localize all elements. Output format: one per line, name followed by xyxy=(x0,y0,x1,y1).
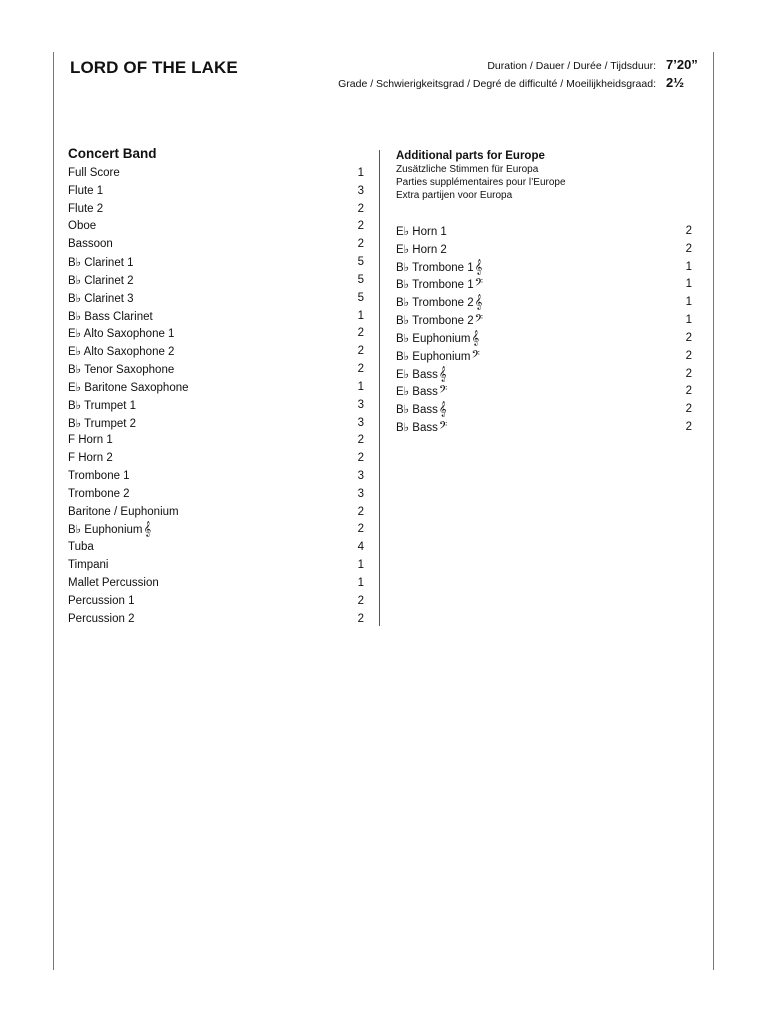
part-count: 2 xyxy=(357,345,364,358)
part-count: 2 xyxy=(685,367,692,380)
part-row xyxy=(68,396,364,414)
part-name: B♭ Euphonium xyxy=(396,350,471,363)
part-name: Percussion 1 xyxy=(68,594,135,607)
part-name-cell xyxy=(396,402,447,416)
part-name: B♭ Euphonium xyxy=(396,332,471,345)
part-row xyxy=(396,240,692,258)
part-name: F Horn 2 xyxy=(68,452,113,465)
part-row xyxy=(68,574,364,592)
part-name-cell xyxy=(396,277,483,291)
part-count: 2 xyxy=(357,612,364,625)
part-row xyxy=(68,289,364,307)
part-name-cell xyxy=(68,488,130,500)
part-row xyxy=(68,217,364,235)
part-name-cell xyxy=(396,295,482,309)
part-row xyxy=(68,610,364,628)
part-row xyxy=(396,293,692,311)
part-name: Trombone 1 xyxy=(68,469,130,482)
concert-band-parts-list xyxy=(68,164,364,628)
bass-clef-icon: 𝄢 xyxy=(438,420,448,436)
part-name-cell xyxy=(68,470,130,482)
part-name: B♭ Clarinet 2 xyxy=(68,274,134,287)
part-name-cell xyxy=(396,367,447,381)
part-row xyxy=(396,222,692,240)
part-name-cell xyxy=(68,434,113,446)
part-row xyxy=(68,324,364,342)
europe-parts-heading: Additional parts for Europe xyxy=(396,150,545,162)
part-count: 2 xyxy=(685,385,692,398)
part-name: Full Score xyxy=(68,166,120,179)
part-count: 3 xyxy=(357,487,364,500)
part-name: B♭ Trombone 2 xyxy=(396,297,474,310)
part-count: 2 xyxy=(357,594,364,607)
part-count: 5 xyxy=(357,291,364,304)
part-row xyxy=(396,347,692,365)
treble-clef-icon: 𝄞 xyxy=(474,295,483,311)
part-name-cell xyxy=(396,313,483,327)
grade-label: Grade / Schwierigkeitsgrad / Degré de difficulté / Moeilijkheidsgraad: xyxy=(338,78,656,90)
part-count: 2 xyxy=(357,238,364,251)
bass-clef-icon: 𝄢 xyxy=(438,384,448,400)
part-name-cell xyxy=(68,309,153,323)
part-count: 2 xyxy=(685,224,692,237)
part-name-cell xyxy=(68,577,159,589)
part-row xyxy=(68,182,364,200)
part-count: 3 xyxy=(357,184,364,197)
part-name: B♭ Bass Clarinet xyxy=(68,310,153,323)
part-row xyxy=(68,342,364,360)
part-name-cell xyxy=(68,522,151,536)
part-name: Tuba xyxy=(68,541,94,554)
part-name: F Horn 1 xyxy=(68,434,113,447)
part-count: 1 xyxy=(357,309,364,322)
europe-subtitle-dutch: Extra partijen voor Europa xyxy=(396,190,513,201)
part-name: B♭ Trumpet 2 xyxy=(68,417,137,430)
part-name-cell xyxy=(68,541,94,553)
part-row xyxy=(396,382,692,400)
part-name-cell xyxy=(396,349,480,363)
part-count: 2 xyxy=(357,523,364,536)
part-name: B♭ Euphonium xyxy=(68,524,143,537)
part-count: 5 xyxy=(357,273,364,286)
part-count: 2 xyxy=(685,421,692,434)
part-row xyxy=(396,418,692,436)
part-name: E♭ Horn 2 xyxy=(396,243,447,256)
part-row xyxy=(68,414,364,432)
part-count: 1 xyxy=(685,314,692,327)
part-count: 1 xyxy=(685,296,692,309)
part-name-cell xyxy=(68,291,134,305)
part-count: 2 xyxy=(357,434,364,447)
part-name: E♭ Baritone Saxophone xyxy=(68,381,189,394)
part-name: Trombone 2 xyxy=(68,487,130,500)
part-row xyxy=(68,307,364,325)
grade-value: 2½ xyxy=(666,75,685,90)
part-row xyxy=(68,503,364,521)
europe-subtitle-french: Parties supplémentaires pour l’Europe xyxy=(396,177,566,188)
part-name-cell xyxy=(68,344,174,358)
part-row xyxy=(68,253,364,271)
part-row xyxy=(396,311,692,329)
left-margin-rule xyxy=(53,52,54,970)
treble-clef-icon: 𝄞 xyxy=(474,259,483,275)
part-name-cell xyxy=(68,203,103,215)
part-count: 3 xyxy=(357,416,364,429)
part-name: B♭ Clarinet 1 xyxy=(68,257,134,270)
column-divider xyxy=(379,150,380,626)
bass-clef-icon: 𝄢 xyxy=(471,348,480,364)
part-row xyxy=(68,449,364,467)
part-name: Percussion 2 xyxy=(68,612,135,625)
part-name-cell xyxy=(68,220,96,232)
concert-band-heading: Concert Band xyxy=(68,146,157,161)
part-count: 1 xyxy=(685,278,692,291)
part-name: B♭ Trombone 1 xyxy=(396,279,474,292)
part-name: E♭ Alto Saxophone 1 xyxy=(68,328,175,341)
duration-label: Duration / Dauer / Durée / Tijdsduur: xyxy=(487,60,656,72)
part-name: E♭ Bass xyxy=(396,368,438,381)
part-name: Timpani xyxy=(68,559,109,572)
treble-clef-icon: 𝄞 xyxy=(438,366,447,382)
piece-title: LORD OF THE LAKE xyxy=(70,58,238,77)
part-row xyxy=(68,431,364,449)
part-name-cell xyxy=(68,167,120,179)
part-name: Mallet Percussion xyxy=(68,576,159,589)
part-name: B♭ Trombone 1 xyxy=(396,261,474,274)
part-name-cell xyxy=(68,416,136,430)
part-name: B♭ Bass xyxy=(396,422,438,435)
part-count: 4 xyxy=(357,541,364,554)
part-name: E♭ Bass xyxy=(396,386,438,399)
treble-clef-icon: 𝄞 xyxy=(438,402,447,418)
part-name-cell xyxy=(68,452,113,464)
part-name-cell xyxy=(68,185,103,197)
europe-parts-list xyxy=(396,222,692,436)
part-name-cell xyxy=(68,238,113,250)
part-count: 2 xyxy=(357,452,364,465)
part-row xyxy=(396,275,692,293)
part-row xyxy=(396,365,692,383)
duration-value: 7’20” xyxy=(666,57,698,72)
part-name-cell xyxy=(68,506,179,518)
part-count: 2 xyxy=(685,349,692,362)
part-name-cell xyxy=(68,362,174,376)
part-name-cell xyxy=(68,613,134,625)
part-name-cell xyxy=(396,331,479,345)
part-row xyxy=(68,556,364,574)
part-name: Flute 1 xyxy=(68,184,104,197)
bass-clef-icon: 𝄢 xyxy=(474,313,484,329)
part-count: 1 xyxy=(357,559,364,572)
part-count: 2 xyxy=(357,202,364,215)
part-count: 1 xyxy=(357,166,364,179)
part-count: 2 xyxy=(357,327,364,340)
part-row xyxy=(68,467,364,485)
part-row xyxy=(396,258,692,276)
part-name: Baritone / Euphonium xyxy=(68,505,179,518)
part-row xyxy=(68,235,364,253)
part-count: 5 xyxy=(357,256,364,269)
part-name-cell xyxy=(396,224,447,238)
part-name: E♭ Horn 1 xyxy=(396,225,447,238)
part-name-cell xyxy=(68,559,108,571)
part-count: 2 xyxy=(685,242,692,255)
part-name: E♭ Alto Saxophone 2 xyxy=(68,346,175,359)
part-row xyxy=(68,271,364,289)
part-count: 2 xyxy=(357,220,364,233)
part-count: 2 xyxy=(357,363,364,376)
part-row xyxy=(68,360,364,378)
treble-clef-icon: 𝄞 xyxy=(143,522,152,538)
part-name-cell xyxy=(396,420,447,434)
part-name-cell xyxy=(68,595,134,607)
part-row xyxy=(68,200,364,218)
part-count: 2 xyxy=(685,331,692,344)
europe-subtitle-german: Zusätzliche Stimmen für Europa xyxy=(396,164,539,175)
part-row xyxy=(396,400,692,418)
part-name-cell xyxy=(68,380,189,394)
part-name: Oboe xyxy=(68,220,97,233)
part-name: B♭ Clarinet 3 xyxy=(68,292,134,305)
part-count: 2 xyxy=(685,403,692,416)
part-count: 2 xyxy=(357,505,364,518)
part-row xyxy=(68,592,364,610)
part-name: Bassoon xyxy=(68,238,113,251)
part-row xyxy=(68,521,364,539)
part-row xyxy=(68,485,364,503)
part-count: 1 xyxy=(357,380,364,393)
part-name-cell xyxy=(68,273,134,287)
part-count: 3 xyxy=(357,469,364,482)
part-row xyxy=(68,538,364,556)
part-name-cell xyxy=(68,255,134,269)
part-name-cell xyxy=(396,242,447,256)
part-row xyxy=(68,164,364,182)
part-name: B♭ Trumpet 1 xyxy=(68,399,137,412)
part-row xyxy=(396,329,692,347)
right-margin-rule xyxy=(713,52,714,970)
part-row xyxy=(68,378,364,396)
part-name-cell xyxy=(68,326,174,340)
part-name-cell xyxy=(396,260,482,274)
part-count: 3 xyxy=(357,398,364,411)
treble-clef-icon: 𝄞 xyxy=(471,330,480,346)
part-name-cell xyxy=(68,398,136,412)
part-name-cell xyxy=(396,384,447,398)
part-name: B♭ Tenor Saxophone xyxy=(68,364,175,377)
part-name: Flute 2 xyxy=(68,202,104,215)
bass-clef-icon: 𝄢 xyxy=(474,277,484,293)
part-name: B♭ Trombone 2 xyxy=(396,315,474,328)
part-count: 1 xyxy=(685,260,692,273)
part-name: B♭ Bass xyxy=(396,404,438,417)
part-count: 1 xyxy=(357,576,364,589)
